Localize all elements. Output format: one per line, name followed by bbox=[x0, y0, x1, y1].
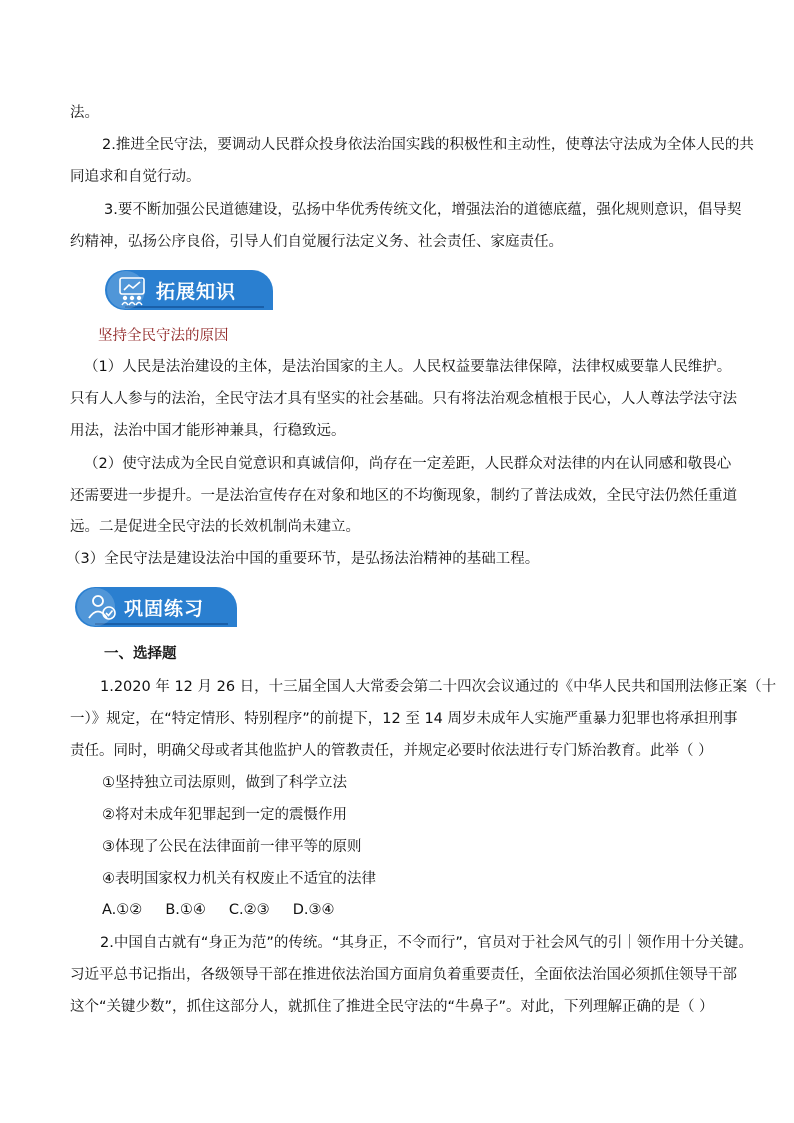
banner-title: 巩固练习 bbox=[124, 598, 205, 620]
person-check-icon bbox=[86, 591, 118, 623]
question-line: 这个“关键少数”，抓住这部分人，就抓住了推进全民守法的“牛鼻子”。对此，下列理解正确的是（ ） bbox=[70, 999, 714, 1015]
paragraph-line: 用法，法治中国才能形神兼具，行稳致远。 bbox=[70, 423, 346, 439]
section-title: 一、选择题 bbox=[104, 646, 177, 662]
paragraph-line: 还需要进一步提升。一是法治宣传存在对象和地区的不均衡现象，制约了普法成效，全民守法仍然任重道 bbox=[70, 488, 737, 504]
paragraph-line: （3）全民守法是建设法治中国的重要环节，是弘扬法治精神的基础工程。 bbox=[66, 551, 540, 567]
answer-choices: A.①② B.①④ C.②③ D.③④ bbox=[102, 902, 335, 918]
paragraph-line: 只有人人参与的法治，全民守法才具有坚实的社会基础。只有将法治观念植根于民心，人人尊法学法守法 bbox=[70, 391, 737, 407]
option-item: ②将对未成年犯罪起到一定的震慑作用 bbox=[102, 807, 347, 823]
section-banner-practice bbox=[74, 586, 238, 628]
paragraph-line: 约精神，弘扬公序良俗，引导人们自觉履行法定义务、社会责任、家庭责任。 bbox=[70, 234, 563, 250]
section-banner-expand bbox=[104, 269, 274, 311]
question-line: 1.2020 年 12 月 26 日，十三届全国人大常委会第二十四次会议通过的《中华人民共和国刑法修正案（十 bbox=[100, 679, 777, 695]
option-item: ④表明国家权力机关有权废止不适宜的法律 bbox=[102, 871, 376, 887]
subheading: 坚持全民守法的原因 bbox=[98, 328, 229, 344]
paragraph-line: 远。二是促进全民守法的长效机制尚未建立。 bbox=[70, 519, 360, 535]
option-item: ③体现了公民在法律面前一律平等的原则 bbox=[102, 839, 362, 855]
paragraph-line: 3.要不断加强公民道德建设，弘扬中华优秀传统文化，增强法治的道德底蕴，强化规则意识，倡导契 bbox=[104, 202, 742, 218]
banner-title: 拓展知识 bbox=[156, 281, 237, 303]
paragraph-line: 同追求和自觉行动。 bbox=[70, 169, 201, 185]
question-line: 2.中国自古就有“身正为范”的传统。“其身正，不令而行”，官员对于社会风气的引｜领作用十分关键。 bbox=[100, 935, 753, 951]
question-line: 一）》规定，在“特定情形、特别程序”的前提下，12 至 14 周岁未成年人实施严重暴力犯罪也将承担刑事 bbox=[70, 711, 738, 727]
people-group-icon bbox=[116, 274, 148, 306]
paragraph-line: （1）人民是法治建设的主体，是法治国家的主人。人民权益要靠法律保障，法律权威要靠人民维护。 bbox=[84, 359, 732, 375]
question-line: 习近平总书记指出，各级领导干部在推进依法治国方面肩负着重要责任，全面依法治国必须抓住领导干部 bbox=[70, 967, 737, 983]
paragraph-line: （2）使守法成为全民自觉意识和真诚信仰，尚存在一定差距，人民群众对法律的内在认同感和敬畏心 bbox=[84, 456, 732, 472]
paragraph-line: 2.推进全民守法，要调动人民群众投身依法治国实践的积极性和主动性，使尊法守法成为全体人民的共 bbox=[102, 137, 754, 153]
paragraph-line: 法。 bbox=[70, 105, 99, 121]
option-item: ①坚持独立司法原则，做到了科学立法 bbox=[102, 775, 347, 791]
question-line: 责任。同时，明确父母或者其他监护人的管教责任，并规定必要时依法进行专门矫治教育。此举（ ） bbox=[70, 743, 713, 759]
